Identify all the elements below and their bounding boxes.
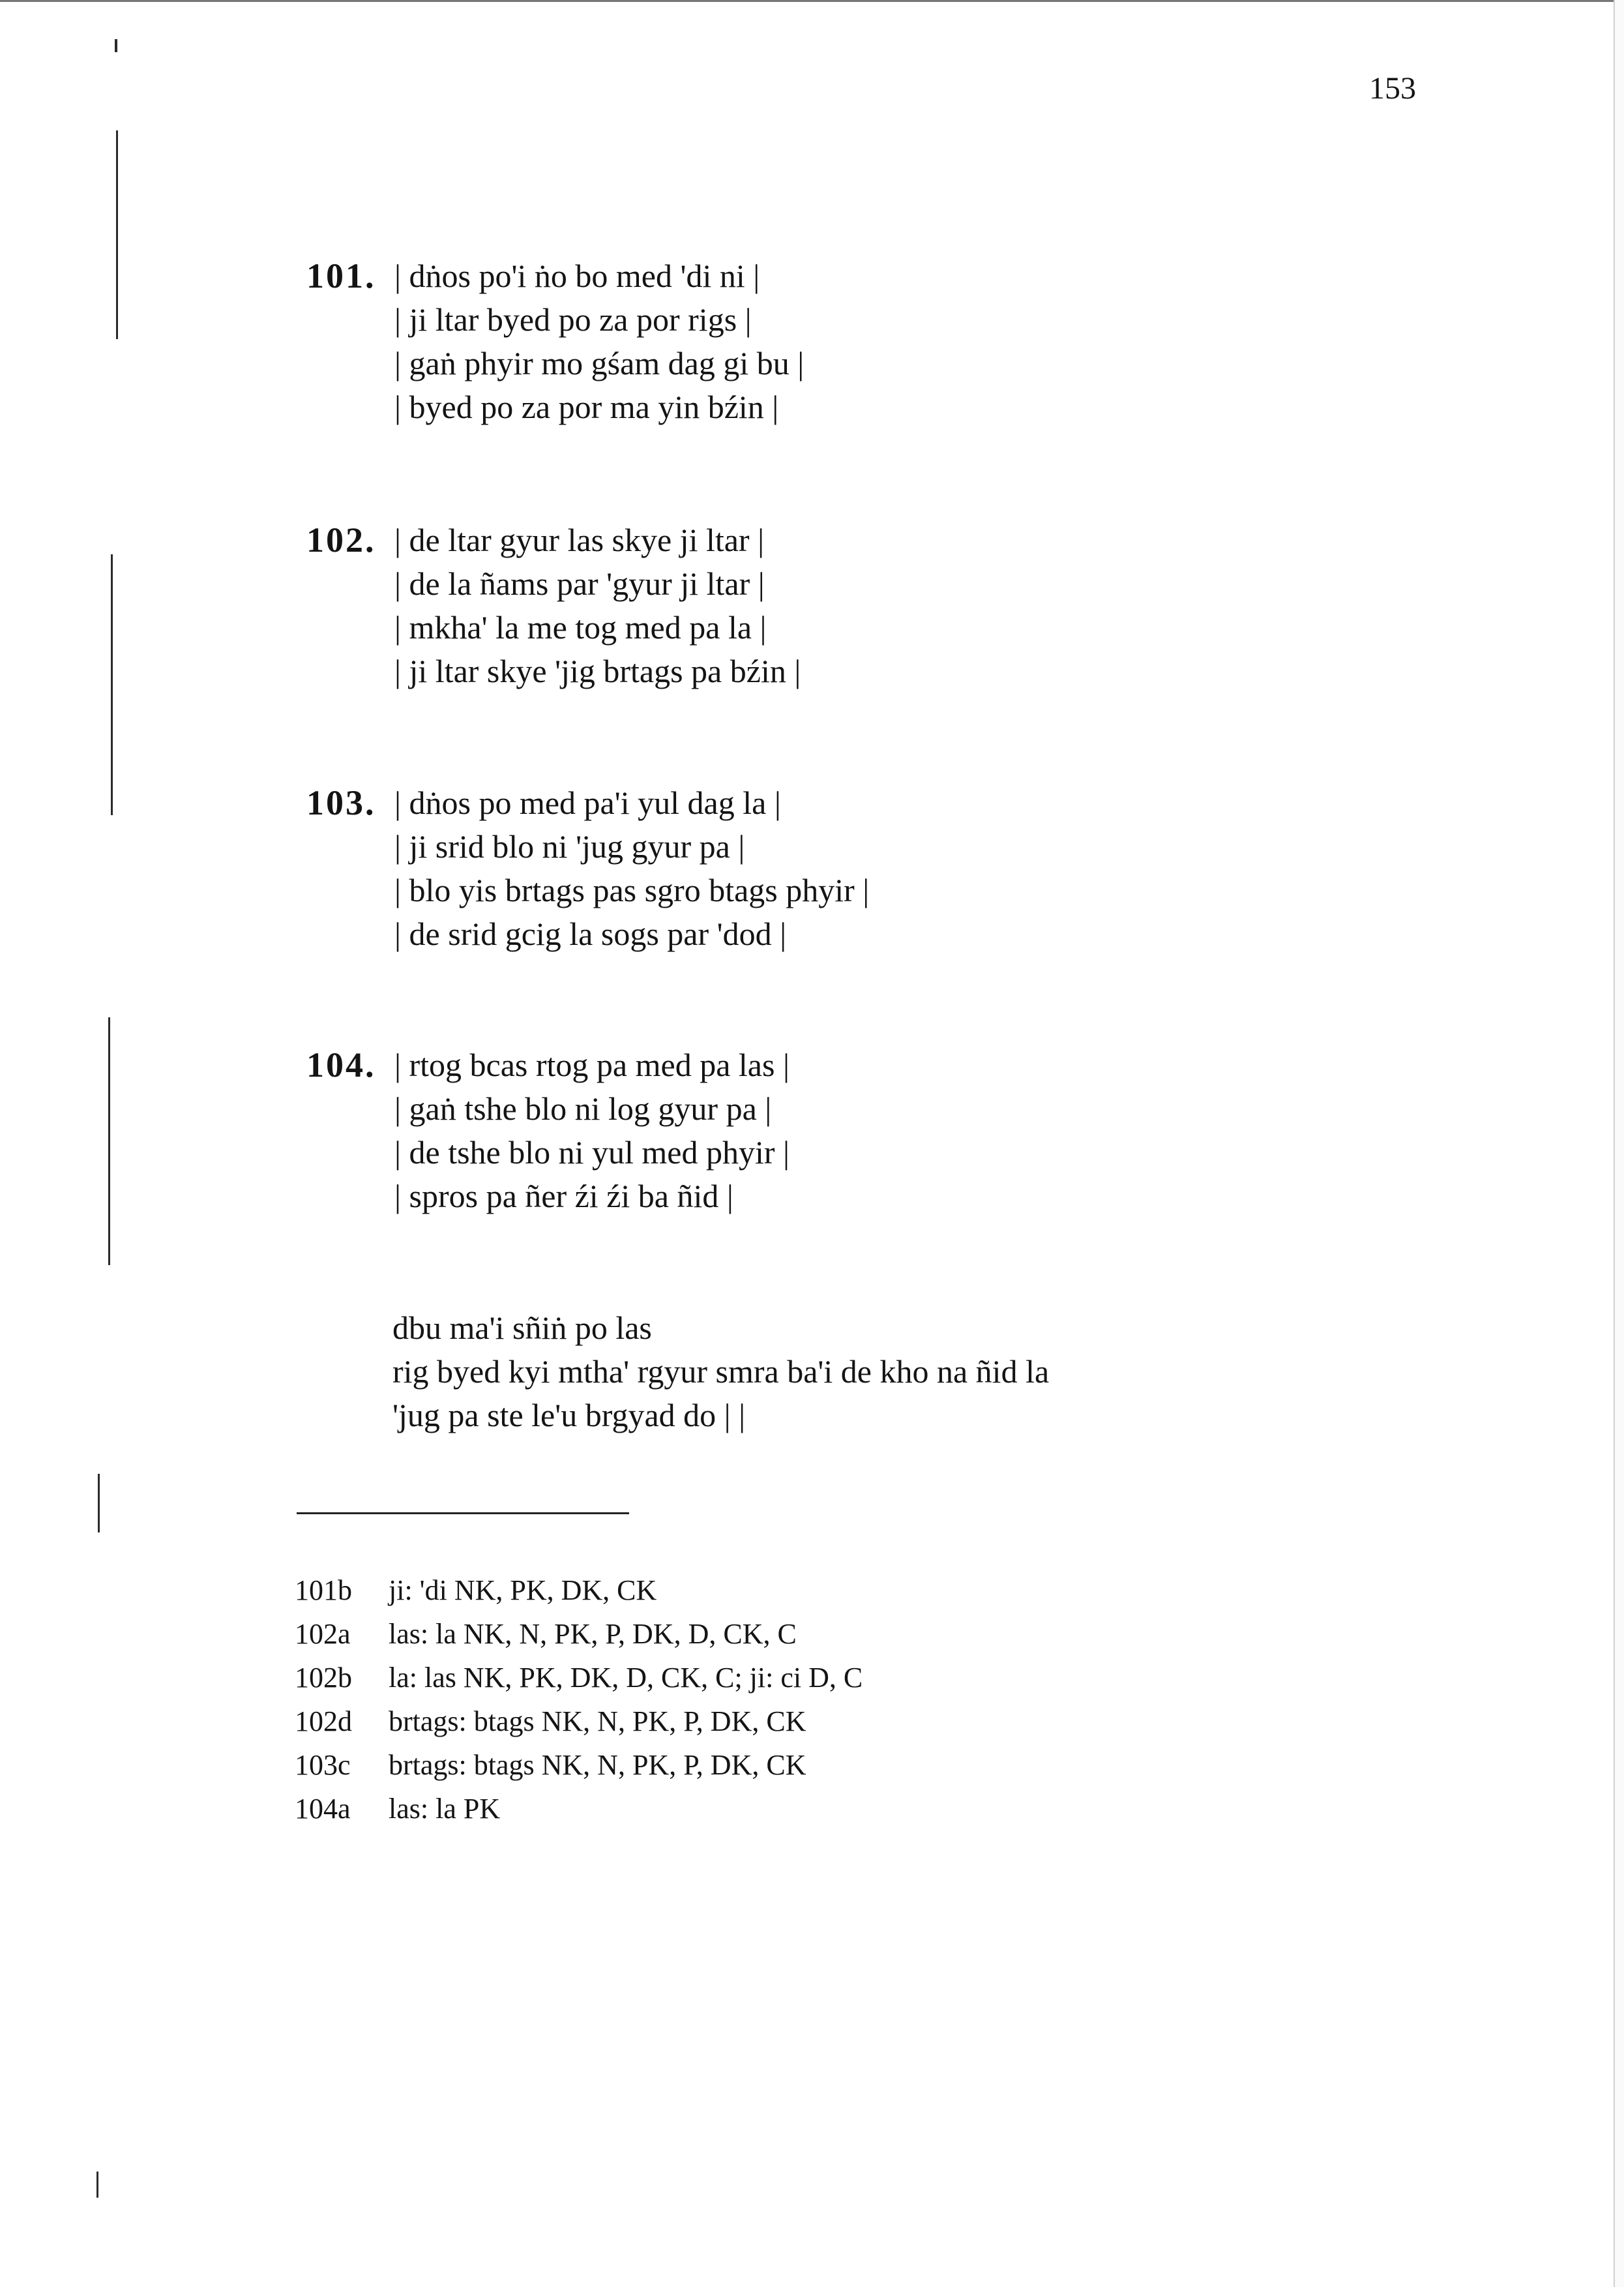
verse-lines	[394, 1043, 790, 1218]
colophon-line: 'jug pa ste le'u brgyad do | |	[392, 1397, 746, 1433]
verse-line: | de srid gcig la sogs par 'dod |	[394, 916, 787, 952]
verse-line: | rtog bcas rtog pa med pa las |	[394, 1047, 790, 1083]
footnote-text: brtags: btags NK, N, PK, P, DK, CK	[389, 1749, 806, 1781]
verse-number: 102.	[306, 520, 376, 560]
verse-line: | dṅos po med pa'i yul dag la |	[394, 785, 781, 821]
verse-lines	[394, 518, 801, 693]
verse-number: 103.	[306, 783, 376, 822]
footnote-text: brtags: btags NK, N, PK, P, DK, CK	[389, 1705, 806, 1737]
verse-number: 104.	[306, 1045, 376, 1084]
page-right-edge	[1614, 0, 1624, 2287]
verse-line: | blo yis brtags pas sgro btags phyir |	[394, 872, 870, 908]
scan-mark	[116, 130, 118, 339]
scan-mark	[96, 2172, 98, 2198]
footnote-text: las: la PK	[389, 1793, 501, 1825]
colophon-line: rig byed kyi mtha' rgyur smra ba'i de kho na ñid la	[392, 1353, 1050, 1390]
footnote-id: 102a	[295, 1618, 351, 1650]
footnote-text: las: la NK, N, PK, P, DK, D, CK, C	[389, 1618, 797, 1650]
verse-lines	[394, 254, 804, 429]
verse-line: | spros pa ñer źi źi ba ñid |	[394, 1178, 733, 1214]
verse-lines	[394, 781, 869, 956]
page-number: 153	[1369, 71, 1416, 106]
verse-line: | ji ltar skye 'jig brtags pa bźin |	[394, 653, 801, 689]
verse-line: | gaṅ tshe blo ni log gyur pa |	[394, 1090, 772, 1127]
footnote-id: 102d	[295, 1705, 352, 1737]
verse-line: | ji ltar byed po za por rigs |	[394, 301, 752, 338]
colophon	[392, 1306, 1049, 1437]
footnote-id: 103c	[295, 1749, 351, 1781]
page-top-border	[0, 0, 1624, 2]
footnote-id: 101b	[295, 1574, 352, 1606]
footnote-separator-rule	[297, 1512, 629, 1514]
verse-line: | dṅos po'i ṅo bo med 'di ni |	[394, 258, 760, 294]
scan-mark	[111, 554, 113, 815]
scan-mark	[98, 1474, 100, 1532]
footnote-text: la: las NK, PK, DK, D, CK, C; ji: ci D, C	[389, 1662, 863, 1694]
verse-line: | de tshe blo ni yul med phyir |	[394, 1134, 790, 1171]
verse-line: | mkha' la me tog med pa la |	[394, 609, 767, 646]
scan-mark	[115, 39, 117, 52]
verse-line: | byed po za por ma yin bźin |	[394, 389, 779, 425]
verse-line: | ji srid blo ni 'jug gyur pa |	[394, 828, 745, 865]
footnote-id: 102b	[295, 1662, 352, 1694]
scan-mark	[108, 1017, 110, 1265]
footnote-id: 104a	[295, 1793, 351, 1825]
verse-line: | de ltar gyur las skye ji ltar |	[394, 522, 765, 558]
colophon-line: dbu ma'i sñiṅ po las	[392, 1309, 652, 1346]
verse-line: | gaṅ phyir mo gśam dag gi bu |	[394, 345, 805, 381]
verse-line: | de la ñams par 'gyur ji ltar |	[394, 565, 765, 602]
footnote-text: ji: 'di NK, PK, DK, CK	[389, 1574, 657, 1606]
verse-number: 101.	[306, 256, 376, 295]
